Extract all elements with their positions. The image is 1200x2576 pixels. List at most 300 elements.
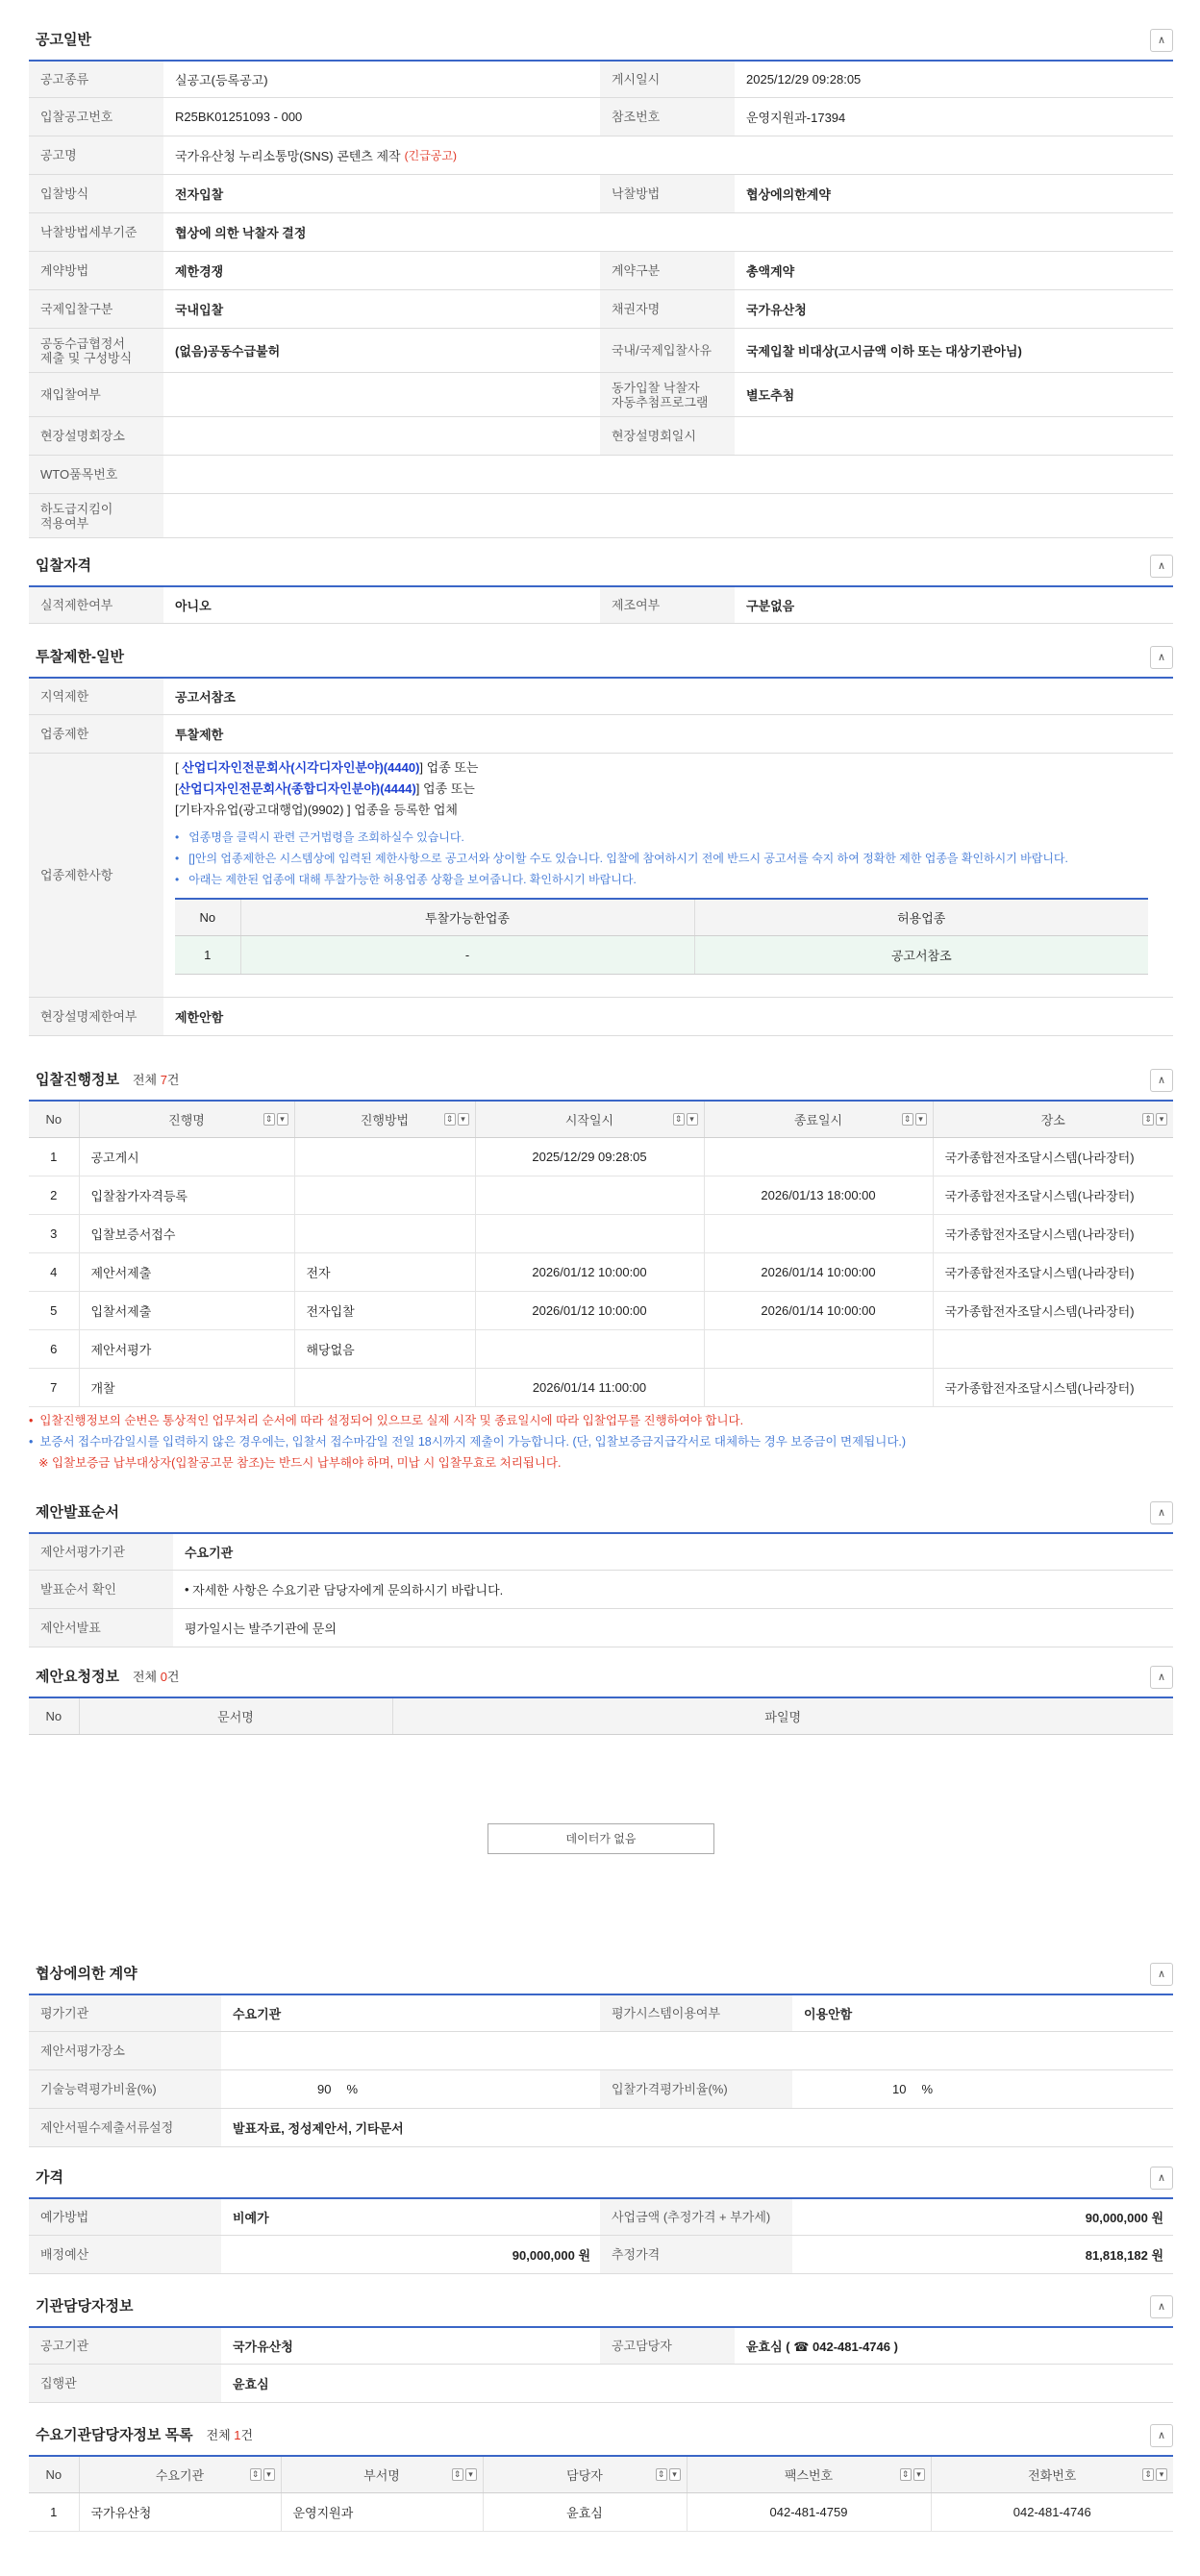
- table-row: [29, 1291, 1173, 1329]
- collapse-icon[interactable]: ∧: [1150, 555, 1173, 578]
- table-row: [29, 252, 1173, 290]
- field-value: 평가일시는 발주기관에 문의: [185, 1622, 337, 1636]
- table-row: [29, 329, 1173, 373]
- filter-dropdown-icon[interactable]: ▾: [277, 1113, 288, 1126]
- header-label: 진행방법: [360, 1112, 410, 1127]
- header-label: 전화번호: [1028, 2467, 1077, 2483]
- count-suffix: 건: [240, 2428, 254, 2442]
- table-row: [29, 136, 1173, 175]
- collapse-icon[interactable]: ∧: [1150, 1963, 1173, 1986]
- cell: 전자입찰: [294, 1291, 475, 1329]
- field-label: 낙찰방법: [600, 175, 735, 212]
- cell: [475, 1329, 704, 1368]
- field-label: 채권자명: [600, 290, 735, 328]
- cell: 국가유산청: [79, 2492, 281, 2531]
- sort-controls[interactable]: [263, 1113, 288, 1126]
- column-header[interactable]: [281, 2456, 483, 2492]
- cell: 1: [175, 935, 240, 974]
- field-value: 전자입찰: [175, 187, 224, 202]
- section-title: 협상에의한 계약: [36, 1966, 138, 1982]
- count-text: [133, 1073, 180, 1087]
- column-header[interactable]: [294, 1101, 475, 1137]
- field-label: 공동수급협정서 제출 및 구성방식: [29, 329, 163, 372]
- cell: 입찰참가자격등록: [79, 1176, 294, 1214]
- field-text: 협상에 의한 낙찰자 결정: [175, 226, 307, 240]
- sort-controls[interactable]: [673, 1113, 698, 1126]
- field-label: 추정가격: [600, 2236, 792, 2273]
- count-number: 1: [234, 2428, 241, 2442]
- sort-controls[interactable]: [250, 2468, 275, 2481]
- cell: [704, 1137, 933, 1176]
- field-value: 아니오: [175, 599, 212, 613]
- column-header: [29, 1101, 79, 1137]
- cell: -: [240, 935, 694, 974]
- cell: 2026/01/14 10:00:00: [704, 1252, 933, 1291]
- table-row: [29, 1252, 1173, 1291]
- cell: [294, 1214, 475, 1252]
- field-value: 제한안함: [175, 1010, 224, 1025]
- note-item: ※ 입찰보증금 납부대상자(입찰공고문 참조)는 반드시 납부해야 하며, 미납 시 입찰무효로 처리됩니다.: [38, 1456, 562, 1470]
- field-label: 하도급지킴이 적용여부: [29, 494, 163, 537]
- sort-icon[interactable]: ⇕: [1142, 1113, 1154, 1126]
- cell: 1: [29, 2492, 79, 2531]
- sort-icon[interactable]: ⇕: [1142, 2468, 1154, 2481]
- table-row: [29, 1214, 1173, 1252]
- cell: 국가종합전자조달시스템(나라장터): [933, 1214, 1173, 1252]
- cell: 해당없음: [294, 1329, 475, 1368]
- cell: 2: [29, 1176, 79, 1214]
- collapse-icon[interactable]: ∧: [1150, 2424, 1173, 2447]
- field-label: 집행관: [29, 2365, 221, 2402]
- table-row: [29, 2492, 1173, 2531]
- field-value: 총액계약: [746, 264, 795, 279]
- table-row: [29, 1176, 1173, 1214]
- field-value: 이용안함: [804, 2007, 853, 2021]
- table-row: [29, 1609, 1173, 1647]
- cell: [475, 1214, 704, 1252]
- section-title: 제안발표순서: [36, 1504, 119, 1521]
- column-header: No: [29, 1697, 79, 1734]
- section-title: [36, 1666, 179, 1686]
- field-label: 제안서필수제출서류설정: [29, 2109, 221, 2146]
- cell: 042-481-4746: [931, 2492, 1173, 2531]
- field-value: 비예가: [233, 2211, 269, 2225]
- table-row: [29, 373, 1173, 417]
- column-header[interactable]: [79, 1101, 294, 1137]
- sort-controls[interactable]: [444, 1113, 469, 1126]
- section-title: 가격: [36, 2169, 63, 2186]
- field-label: 제안서평가기관: [29, 1534, 173, 1570]
- column-header[interactable]: [704, 1101, 933, 1137]
- collapse-icon[interactable]: ∧: [1150, 29, 1173, 52]
- cell: 1: [29, 1137, 79, 1176]
- bracket-text: [: [175, 781, 179, 796]
- field-value: [221, 2032, 1173, 2069]
- field-label: 평가시스템이용여부: [600, 1995, 792, 2031]
- table-row: [29, 587, 1173, 624]
- sort-icon[interactable]: ⇕: [902, 1113, 913, 1126]
- table-row: [29, 2109, 1173, 2147]
- table-row: [29, 1571, 1173, 1609]
- field-value: 국제입찰 비대상(고시금액 이하 또는 대상기관아님): [746, 344, 1022, 359]
- general-table: [29, 60, 1173, 538]
- sort-icon[interactable]: ⇕: [656, 2468, 667, 2481]
- filter-dropdown-icon[interactable]: ▾: [458, 1113, 469, 1126]
- sort-icon[interactable]: ⇕: [452, 2468, 463, 2481]
- field-value: 90,000,000 원: [1085, 2211, 1163, 2225]
- cell: 국가종합전자조달시스템(나라장터): [933, 1291, 1173, 1329]
- cell: 2026/01/12 10:00:00: [475, 1252, 704, 1291]
- count-text: [133, 1670, 180, 1684]
- cell: [704, 1329, 933, 1368]
- table-row: [29, 1137, 1173, 1176]
- field-label: 공고기관: [29, 2328, 221, 2364]
- count-number: 0: [160, 1670, 167, 1684]
- sort-icon[interactable]: ⇕: [900, 2468, 912, 2481]
- cell: [933, 1329, 1173, 1368]
- field-label: 현장설명회일시: [600, 417, 735, 455]
- field-label: 평가기관: [29, 1995, 221, 2031]
- section-price: [29, 2167, 1173, 2274]
- field-label: 계약방법: [29, 252, 163, 289]
- cell: 042-481-4759: [687, 2492, 931, 2531]
- field-label: 국제입찰구분: [29, 290, 163, 328]
- bracket-text: ] 업종 또는: [415, 781, 475, 796]
- table-row: [29, 213, 1173, 252]
- section-request: [29, 1666, 1173, 1735]
- cell: 3: [29, 1214, 79, 1252]
- table-row: [29, 417, 1173, 456]
- table-row: [29, 715, 1173, 754]
- progress-notes: [29, 1410, 906, 1474]
- note-text: []안의 업종제한은 시스템상에 입력된 제한사항으로 공고서와 상이할 수도 있습니다. 입찰에 참여하시기 전에 반드시 공고서를 숙지 하여 정확한 제한 업종을 확인하시기 바랍니다.: [188, 852, 1068, 865]
- sort-controls[interactable]: [900, 2468, 925, 2481]
- field-label: 제안서평가장소: [29, 2032, 221, 2069]
- column-header: [29, 2456, 79, 2492]
- field-value: [163, 213, 1173, 251]
- header-label: 담당자: [566, 2467, 603, 2483]
- cell: 5: [29, 1291, 79, 1329]
- header-row: [29, 1101, 1173, 1137]
- industry-link-4444[interactable]: 산업디자인전문회사(종합디자인분야)(4444): [178, 781, 416, 796]
- cell: 윤효심: [483, 2492, 687, 2531]
- header-label: 종료일시: [793, 1112, 843, 1127]
- field-label: 게시일시: [600, 62, 735, 97]
- header-label: No: [45, 1111, 62, 1127]
- cell: 전자: [294, 1252, 475, 1291]
- collapse-icon[interactable]: ∧: [1150, 2295, 1173, 2318]
- sort-controls[interactable]: [902, 1113, 927, 1126]
- cell: 공고서참조: [694, 935, 1148, 974]
- field-label: 업종제한: [29, 715, 163, 753]
- header-label: 부서명: [363, 2467, 400, 2483]
- filter-dropdown-icon[interactable]: ▾: [465, 2468, 477, 2481]
- column-header: 파일명: [392, 1697, 1173, 1734]
- section-demand: [29, 2424, 1173, 2532]
- sort-controls[interactable]: [452, 2468, 477, 2481]
- title-text: 입찰진행정보: [36, 1072, 119, 1088]
- table-row: [29, 456, 1173, 494]
- percent-sign: %: [346, 2082, 359, 2096]
- field-value: 발표자료, 정성제안서, 기타문서: [233, 2121, 404, 2136]
- header-label: 시작일시: [564, 1112, 614, 1127]
- note-text: 보증서 접수마감일시를 입력하지 않은 경우에는, 입찰서 접수마감일 전일 18시까지 제출이 가능합니다. (단, 입찰보증금지급각서로 대체하는 경우 보증금이 면제됩니다.): [39, 1435, 907, 1449]
- column-header[interactable]: [483, 2456, 687, 2492]
- table-row: [29, 98, 1173, 136]
- bracket-text: ] 업종 또는: [419, 760, 479, 775]
- sort-icon[interactable]: ⇕: [673, 1113, 685, 1126]
- header-label: 진행명: [168, 1112, 205, 1127]
- field-label: 입찰방식: [29, 175, 163, 212]
- cell: 6: [29, 1329, 79, 1368]
- header-label: 장소: [1040, 1112, 1065, 1127]
- request-table: [29, 1697, 1173, 1735]
- field-label: 공고종류: [29, 62, 163, 97]
- table-row: [29, 62, 1173, 98]
- urgent-badge: (긴급공고): [404, 149, 457, 162]
- collapse-icon[interactable]: ∧: [1150, 2167, 1173, 2190]
- field-value: 2025/12/29 09:28:05: [746, 72, 862, 87]
- sort-controls[interactable]: [1142, 1113, 1167, 1126]
- table-row: [29, 1534, 1173, 1571]
- table-row: [29, 2032, 1173, 2070]
- table-row: [29, 1995, 1173, 2032]
- field-value: 구분없음: [746, 599, 795, 613]
- field-value: [163, 456, 1173, 493]
- cell: 입찰서제출: [79, 1291, 294, 1329]
- note-text: 업종명을 클릭시 관련 근거법령을 조회하실수 있습니다.: [188, 830, 464, 844]
- field-value: [163, 136, 1173, 174]
- field-value: [163, 417, 600, 455]
- field-label: 입찰공고번호: [29, 98, 163, 136]
- section-title: [36, 2424, 253, 2444]
- field-value: (없음)공동수급불허: [175, 344, 281, 359]
- field-label: 동가입찰 낙찰자 자동추첨프로그램: [600, 373, 735, 416]
- cell: [704, 1214, 933, 1252]
- column-header[interactable]: [933, 1101, 1173, 1137]
- count-prefix: 전체: [206, 2428, 235, 2442]
- sort-icon[interactable]: ⇕: [444, 1113, 456, 1126]
- filter-dropdown-icon[interactable]: ▾: [1156, 2468, 1167, 2481]
- demand-table: [29, 2455, 1173, 2532]
- field-label: 공고담당자: [600, 2328, 735, 2364]
- header-label: 팩스번호: [784, 2467, 834, 2483]
- table-row: [29, 679, 1173, 715]
- table-row: [29, 2365, 1173, 2403]
- cell: 4: [29, 1252, 79, 1291]
- field-value: 국내입찰: [175, 303, 224, 317]
- column-header: 투찰가능한업종: [240, 899, 694, 935]
- field-label: 사업금액 (추정가격 + 부가세): [600, 2199, 792, 2235]
- cell: [294, 1368, 475, 1406]
- section-presentation: [29, 1501, 1173, 1647]
- collapse-icon[interactable]: ∧: [1150, 646, 1173, 669]
- field-value: 제한경쟁: [175, 264, 224, 279]
- count-suffix: 건: [166, 1073, 180, 1087]
- field-value: 투찰제한: [175, 728, 224, 742]
- note-item: • []안의 업종제한은 시스템상에 입력된 제한사항으로 공고서와 상이할 수도 있습니다. 입찰에 참여하시기 전에 반드시 공고서를 숙지 하여 정확한 제한 업종을 확인하시기 바랍니다.: [175, 852, 1068, 865]
- progress-table: [29, 1100, 1173, 1407]
- field-label: 낙찰방법세부기준: [29, 213, 163, 251]
- field-value: 윤효심: [233, 2377, 269, 2391]
- field-label: 현장설명제한여부: [29, 998, 163, 1035]
- table-row: [29, 1368, 1173, 1406]
- count-suffix: 건: [166, 1670, 180, 1684]
- cell: 개찰: [79, 1368, 294, 1406]
- count-prefix: 전체: [132, 1073, 161, 1087]
- cell: 입찰보증서접수: [79, 1214, 294, 1252]
- column-header[interactable]: [475, 1101, 704, 1137]
- industry-detail: [163, 754, 1173, 997]
- industry-link-4440[interactable]: 산업디자인전문회사(시각디자인분야)(4440): [182, 760, 420, 775]
- cell: 국가종합전자조달시스템(나라장터): [933, 1176, 1173, 1214]
- field-label: 배정예산: [29, 2236, 221, 2273]
- field-value: 운영지원과-17394: [746, 111, 846, 125]
- filter-dropdown-icon[interactable]: ▾: [669, 2468, 681, 2481]
- cell: [704, 1368, 933, 1406]
- field-label: 계약구분: [600, 252, 735, 289]
- header-label: No: [45, 2466, 62, 2482]
- column-header: No: [175, 899, 240, 935]
- field-label: 업종제한사항: [29, 754, 163, 997]
- field-label: 입찰가격평가비율(%): [600, 2070, 792, 2108]
- section-title: 공고일반: [36, 32, 91, 48]
- percent-value: 90: [317, 2082, 332, 2096]
- field-label: 실적제한여부: [29, 587, 163, 623]
- filter-dropdown-icon[interactable]: ▾: [687, 1113, 698, 1126]
- cell: [294, 1137, 475, 1176]
- field-label: 제조여부: [600, 587, 735, 623]
- filter-dropdown-icon[interactable]: ▾: [1156, 1113, 1167, 1126]
- table-row: [29, 754, 1173, 998]
- allowed-industry-table: [175, 898, 1148, 975]
- cell: 국가종합전자조달시스템(나라장터): [933, 1368, 1173, 1406]
- cell: 운영지원과: [281, 2492, 483, 2531]
- note-item: • 아래는 제한된 업종에 대해 투찰가능한 허용업종 상황을 보여줍니다. 확인하시기 바랍니다.: [175, 873, 637, 886]
- table-row: [29, 290, 1173, 329]
- field-value: 국가유산청: [746, 303, 807, 317]
- section-progress: [29, 1069, 1173, 1407]
- sort-controls[interactable]: [1142, 2468, 1167, 2481]
- field-value: [163, 494, 1173, 537]
- table-row: [29, 2328, 1173, 2365]
- field-label: 예가방법: [29, 2199, 221, 2235]
- section-title: 입찰자격: [36, 557, 91, 574]
- field-value: 90,000,000 원: [512, 2248, 590, 2263]
- table-row: [29, 2070, 1173, 2109]
- title-text: 수요기관담당자정보 목록: [36, 2427, 193, 2443]
- title-text: 제안요청정보: [36, 1669, 119, 1685]
- section-title: [36, 1069, 179, 1089]
- field-value: 공고서참조: [175, 690, 236, 705]
- field-label: WTO품목번호: [29, 456, 163, 493]
- field-label: 국내/국제입찰사유: [600, 329, 735, 372]
- note-item: • 보증서 접수마감일시를 입력하지 않은 경우에는, 입찰서 접수마감일 전일 18시까지 제출이 가능합니다. (단, 입찰보증금지급각서로 대체하는 경우 보증금이 면제됩니다.): [29, 1435, 907, 1449]
- cell: 2026/01/14 10:00:00: [704, 1291, 933, 1329]
- cell: 제안서제출: [79, 1252, 294, 1291]
- section-qualification: [29, 555, 1173, 624]
- field-value: [221, 2070, 600, 2108]
- field-value: 수요기관: [185, 1546, 234, 1560]
- header-label: 수요기관: [155, 2467, 205, 2483]
- section-restriction: [29, 646, 1173, 1036]
- field-text: 국가유산청 누리소통망(SNS) 콘텐츠 제작: [175, 149, 401, 163]
- field-value: R25BK01251093 - 000: [175, 110, 303, 124]
- field-value: [163, 373, 600, 416]
- filter-dropdown-icon[interactable]: ▾: [913, 2468, 925, 2481]
- cell: 2025/12/29 09:28:05: [475, 1137, 704, 1176]
- table-row: [29, 175, 1173, 213]
- sort-controls[interactable]: [656, 2468, 681, 2481]
- field-value: 윤효심 ( ☎ 042-481-4746 ): [746, 2340, 898, 2354]
- cell: 제안서평가: [79, 1329, 294, 1368]
- column-header: 허용업종: [694, 899, 1148, 935]
- count-prefix: 전체: [132, 1670, 161, 1684]
- industry-line: [기타자유업(광고대행업)(9902) ] 업종을 등록한 업체: [175, 803, 458, 817]
- filter-dropdown-icon[interactable]: ▾: [915, 1113, 927, 1126]
- percent-value: 10: [892, 2082, 907, 2096]
- collapse-icon[interactable]: ∧: [1150, 1501, 1173, 1524]
- column-header[interactable]: [931, 2456, 1173, 2492]
- note-text: 아래는 제한된 업종에 대해 투찰가능한 허용업종 상황을 보여줍니다. 확인하시기 바랍니다.: [188, 873, 637, 886]
- field-label: 공고명: [29, 136, 163, 174]
- section-title: 기관담당자정보: [36, 2298, 134, 2315]
- field-value: 실공고(등록공고): [175, 73, 268, 87]
- count-text: [207, 2428, 254, 2442]
- collapse-icon[interactable]: ∧: [1150, 1069, 1173, 1092]
- cell: [475, 1176, 704, 1214]
- column-header[interactable]: [687, 2456, 931, 2492]
- field-text: 자세한 사항은 수요기관 담당자에게 문의하시기 바랍니다.: [192, 1583, 504, 1598]
- table-row: [29, 2236, 1173, 2274]
- field-value: 별도추첨: [746, 388, 795, 403]
- bracket-text: [: [175, 760, 183, 775]
- sort-icon[interactable]: ⇕: [250, 2468, 262, 2481]
- section-title: 투찰제한-일반: [36, 649, 124, 665]
- table-row: [29, 1329, 1173, 1368]
- note-item: • 입찰진행정보의 순번은 통상적인 업무처리 순서에 따라 설정되어 있으므로 실제 시작 및 종료일시에 따라 입찰업무를 진행하여야 합니다.: [29, 1414, 744, 1427]
- count-number: 7: [160, 1073, 167, 1087]
- no-data-message: 데이터가 없음: [488, 1823, 714, 1854]
- collapse-icon[interactable]: ∧: [1150, 1666, 1173, 1689]
- field-label: 현장설명회장소: [29, 417, 163, 455]
- cell: 국가종합전자조달시스템(나라장터): [933, 1137, 1173, 1176]
- field-label: 재입찰여부: [29, 373, 163, 416]
- field-value: 수요기관: [233, 2007, 282, 2021]
- field-label: 참조번호: [600, 98, 735, 136]
- section-contact: [29, 2295, 1173, 2403]
- field-label: 기술능력평가비율(%): [29, 2070, 221, 2108]
- field-value: 81,818,182 원: [1085, 2248, 1163, 2263]
- note-text: 입찰진행정보의 순번은 통상적인 업무처리 순서에 따라 설정되어 있으므로 실제 시작 및 종료일시에 따라 입찰업무를 진행하여야 합니다.: [39, 1414, 744, 1427]
- column-header: 문서명: [79, 1697, 392, 1734]
- section-negotiation: [29, 1963, 1173, 2147]
- filter-dropdown-icon[interactable]: ▾: [263, 2468, 275, 2481]
- section-general: [29, 29, 1173, 538]
- column-header[interactable]: [79, 2456, 281, 2492]
- cell: 2026/01/12 10:00:00: [475, 1291, 704, 1329]
- field-value: [792, 2070, 1173, 2108]
- table-row: [175, 935, 1148, 974]
- field-label: 발표순서 확인: [29, 1571, 173, 1608]
- field-label: 제안서발표: [29, 1609, 173, 1647]
- table-row: [29, 494, 1173, 538]
- sort-icon[interactable]: ⇕: [263, 1113, 275, 1126]
- field-value: 국가유산청: [233, 2340, 293, 2354]
- table-row: [29, 998, 1173, 1036]
- field-label: 지역제한: [29, 679, 163, 714]
- cell: 2026/01/13 18:00:00: [704, 1176, 933, 1214]
